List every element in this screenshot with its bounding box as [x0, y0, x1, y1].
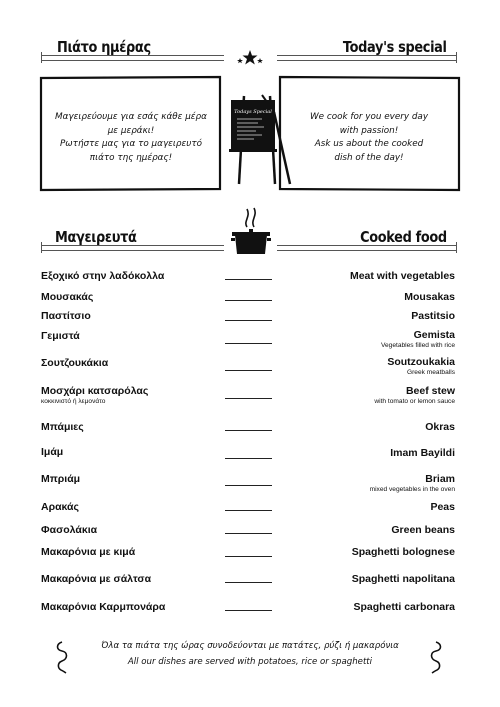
special-box-en [283, 111, 455, 165]
menu-item-gr [41, 270, 164, 282]
menu-item-gr [41, 291, 93, 303]
menu-item-en [404, 291, 455, 303]
menu-item-gr [41, 524, 97, 536]
menu-item-en [352, 573, 455, 585]
menu-item-en [352, 546, 455, 558]
price-line [225, 320, 272, 321]
menu-item-en [370, 473, 455, 493]
menu-item-gr-name: Μακαρόνια Καρμπονάρα [41, 601, 166, 613]
special-rule-left [41, 55, 224, 61]
price-line [225, 343, 272, 344]
menu-item-gr-name: Φασολάκια [41, 524, 98, 536]
menu-item-gr-name: Εξοχικό στην λαδόκολλα [41, 270, 165, 282]
menu-item-gr-name: Μπάμιες [41, 421, 84, 433]
menu-item-gr-desc: κοκκινιστό ή λεμονάτο [41, 398, 106, 405]
price-line [225, 458, 272, 459]
menu-item-en-name: Beef stew [405, 385, 455, 397]
menu-item-gr [41, 473, 80, 485]
price-line [225, 370, 272, 371]
menu-item-gr-name: Μοσχάρι κατσαρόλας [41, 385, 149, 397]
menu-item-en [430, 501, 455, 513]
menu-item-gr-name: Αρακάς [41, 501, 79, 513]
cooked-rule-left [41, 245, 224, 251]
special-box-en-line: We cook for you every day [309, 112, 429, 122]
menu-item-en [411, 310, 455, 322]
special-box-en-line: Ask us about the cooked [314, 139, 424, 149]
menu-item-en [381, 329, 455, 349]
menu-item-en-name: Imam Bayildi [390, 447, 455, 459]
special-box-gr [45, 111, 217, 165]
cooked-title-gr: Μαγειρευτά [55, 228, 137, 246]
price-line [225, 610, 272, 611]
special-rule-right [277, 55, 457, 61]
price-line [225, 582, 272, 583]
menu-item-gr [41, 357, 108, 369]
menu-item-en [387, 356, 455, 376]
menu-item-gr-name: Γεμιστά [41, 330, 80, 342]
footer-note-gr: Όλα τα πιάτα της ώρας συνοδεύονται με πατάτες, ρύζι ή μακαρόνια [101, 641, 399, 651]
special-box-gr-line: με μεράκι! [107, 125, 155, 136]
menu-item-gr-name: Μουσακάς [41, 291, 94, 303]
menu-item-en-name: Mousakas [404, 291, 455, 303]
special-box-gr-line: Μαγειρεύουμε για εσάς κάθε μέρα [55, 112, 207, 122]
special-title-en: Today's special [343, 38, 447, 56]
price-line [225, 485, 272, 486]
price-line [225, 279, 272, 280]
cooked-rule-right [277, 245, 457, 251]
menu-item-gr-name: Ιμάμ [41, 446, 64, 458]
menu-item-en-name: Green beans [391, 524, 455, 536]
menu-item-en [425, 421, 455, 433]
menu-item-en [350, 270, 455, 282]
chalkboard-easel-icon [224, 92, 296, 187]
menu-item-gr-name: Σουτζουκάκια [41, 357, 109, 369]
menu-item-en-name: Peas [430, 501, 455, 513]
menu-item-en-desc: mixed vegetables in the oven [369, 486, 455, 493]
menu-item-en-desc: Greek meatballs [406, 369, 455, 376]
menu-item-gr [41, 330, 80, 342]
menu-item-gr [41, 546, 135, 558]
stars-ornament-icon [237, 49, 263, 67]
menu-item-en-name: Soutzoukakia [387, 356, 455, 368]
menu-item-en-name: Gemista [413, 329, 455, 341]
price-line [225, 430, 272, 431]
menu-item-en-name: Okras [425, 421, 455, 433]
menu-item-en-desc: with tomato or lemon sauce [374, 398, 455, 405]
menu-item-gr-name: Μπριάμ [41, 473, 81, 485]
price-line [225, 398, 272, 399]
menu-item-en-name: Pastitsio [411, 310, 455, 322]
menu-item-gr-name: Μακαρόνια με σάλτσα [41, 573, 152, 585]
price-line [225, 556, 272, 557]
board-title: Todays Special [234, 109, 272, 115]
menu-item-en [374, 385, 455, 405]
menu-item-en [353, 601, 455, 613]
menu-item-gr [41, 501, 79, 513]
menu-item-en-name: Briam [425, 473, 455, 485]
special-box-gr-line: Ρωτήστε μας για το μαγειρευτό [59, 139, 202, 149]
cooked-title-en: Cooked food [360, 228, 447, 246]
menu-item-en-name: Meat with vegetables [349, 270, 455, 282]
menu-item-en-name: Spaghetti carbonara [353, 601, 455, 613]
footer-note-en: All our dishes are served with potatoes, rice or spaghetti [127, 657, 373, 667]
menu-item-gr [41, 310, 91, 322]
menu-item-gr [41, 421, 84, 433]
menu-item-gr-name: Παστίτσιο [41, 310, 91, 322]
menu-item-gr [41, 573, 151, 585]
menu-item-en-name: Spaghetti bolognese [351, 546, 455, 558]
menu-item-gr [41, 601, 165, 613]
menu-item-en-desc: Vegetables filled with rice [380, 342, 455, 349]
menu-item-gr [41, 385, 148, 405]
menu-item-gr [41, 446, 63, 458]
cooking-pot-icon [231, 205, 271, 257]
price-line [225, 533, 272, 534]
menu-item-gr-name: Μακαρόνια με κιμά [41, 546, 136, 558]
menu-item-en [390, 447, 455, 459]
special-box-gr-line: πιάτο της ημέρας! [89, 152, 173, 163]
menu-item-en [391, 524, 455, 536]
menu-item-en-name: Spaghetti napolitana [351, 573, 455, 585]
special-title-gr: Πιάτο ημέρας [57, 38, 151, 56]
price-line [225, 510, 272, 511]
price-line [225, 300, 272, 301]
special-box-en-line: with passion! [339, 125, 399, 136]
special-box-en-line: dish of the day! [334, 152, 404, 163]
